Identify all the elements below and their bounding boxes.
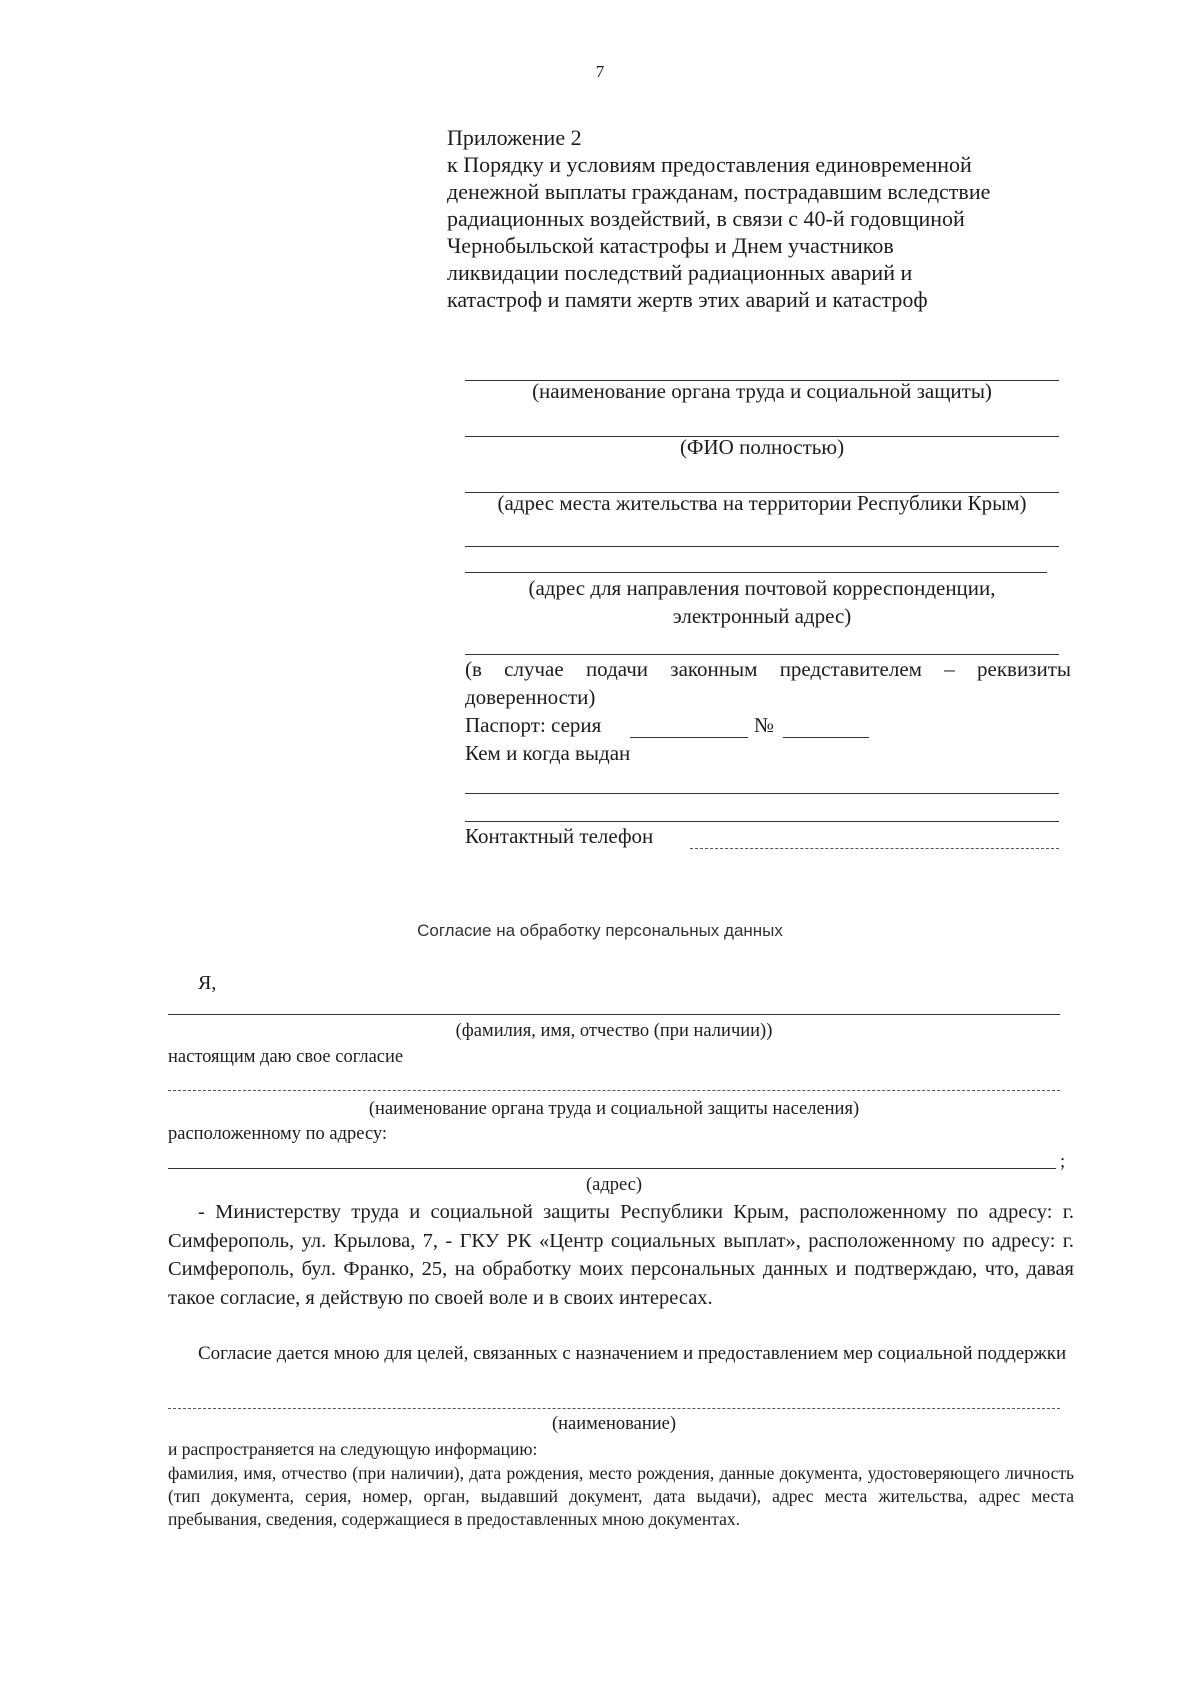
located-at-text: расположенному по адресу:: [168, 1124, 388, 1144]
passport-number-field[interactable]: [783, 737, 869, 738]
representative-caption-line2: доверенности): [465, 685, 596, 709]
phone-field[interactable]: [690, 848, 1059, 849]
consent-purpose-field[interactable]: [168, 1408, 1060, 1409]
consent-paragraph-1: - Министерству труда и социальной защиты Республики Крым, расположенному по адресу: г. Симферополь, ул. Крылова, 7, - ГКУ РК «Центр социальных выплат», расположенному по адресу: г. Симферополь, бул. Франко, 25, на обработку моих персональных данных и подтверждаю, что, давая такое согласие, я действую по своей воле и в своих интересах.: [168, 1201, 1074, 1309]
residence-caption: (адрес места жительства на территории Республики Крым): [497, 491, 1027, 515]
applies-to-text: и распространяется на следующую информацию:: [168, 1439, 538, 1459]
issued-label: Кем и когда выдан: [465, 741, 631, 765]
appendix-title: Приложение 2: [447, 125, 582, 150]
appendix-line: ликвидации последствий радиационных аварий и: [447, 260, 913, 285]
consent-purpose-caption: (наименование): [551, 1414, 677, 1434]
fio-caption: (ФИО полностью): [679, 435, 845, 459]
consent-info-list: фамилия, имя, отчество (при наличии), дата рождения, место рождения, данные документа, удостоверяющего личность (тип документа, серия, номер, орган, выдавший документ, дата выдачи), адрес места жительства, адрес места пребывания, сведения, содержащиеся в предоставленных мною документах.: [168, 1463, 1074, 1529]
passport-series-label: Паспорт: серия: [465, 713, 602, 737]
appendix-line: денежной выплаты гражданам, пострадавшим вследствие: [447, 179, 991, 204]
passport-series-field[interactable]: [630, 737, 748, 738]
page-number: 7: [595, 62, 605, 81]
appendix-line: радиационных воздействий, в связи с 40-й годовщиной: [447, 206, 965, 231]
consent-organ-field[interactable]: [168, 1090, 1060, 1091]
phone-label: Контактный телефон: [465, 824, 654, 848]
representative-field-line[interactable]: [465, 654, 1059, 655]
consent-organ-caption: (наименование органа труда и социальной защиты населения): [368, 1099, 860, 1119]
postal-field-line[interactable]: [465, 572, 1047, 573]
postal-caption-line2: электронный адрес): [672, 604, 852, 628]
issued-field-line-2[interactable]: [465, 821, 1059, 822]
appendix-block: [447, 124, 990, 313]
consent-title: Согласие на обработку персональных данных: [417, 921, 783, 940]
give-consent-text: настоящим даю свое согласие: [168, 1047, 404, 1067]
i-label: Я,: [198, 972, 217, 994]
consent-fio-field[interactable]: [168, 1014, 1060, 1015]
appendix-line: к Порядку и условиям предоставления единовременной: [447, 152, 972, 177]
issued-field-line-1[interactable]: [465, 793, 1059, 794]
organ-caption: (наименование органа труда и социальной защиты): [532, 379, 992, 403]
consent-address-field[interactable]: [168, 1168, 1056, 1169]
representative-caption-line1: (в случае подачи законным представителем – реквизиты: [465, 657, 1071, 681]
appendix-line: катастроф и памяти жертв этих аварий и катастроф: [447, 287, 928, 312]
consent-fio-caption: (фамилия, имя, отчество (при наличии)): [455, 1021, 773, 1041]
appendix-line: Чернобыльской катастрофы и Днем участников: [447, 233, 894, 258]
passport-number-sign: №: [754, 713, 775, 737]
postal-caption-line1: (адрес для направления почтовой корреспонденции,: [528, 576, 996, 600]
consent-address-caption: (адрес): [585, 1175, 643, 1195]
residence-extra-line[interactable]: [465, 546, 1059, 547]
address-semicolon: ;: [1060, 1152, 1066, 1172]
consent-paragraph-2: Согласие дается мною для целей, связанных с назначением и предоставлением мер социальной поддержки: [198, 1343, 1067, 1364]
